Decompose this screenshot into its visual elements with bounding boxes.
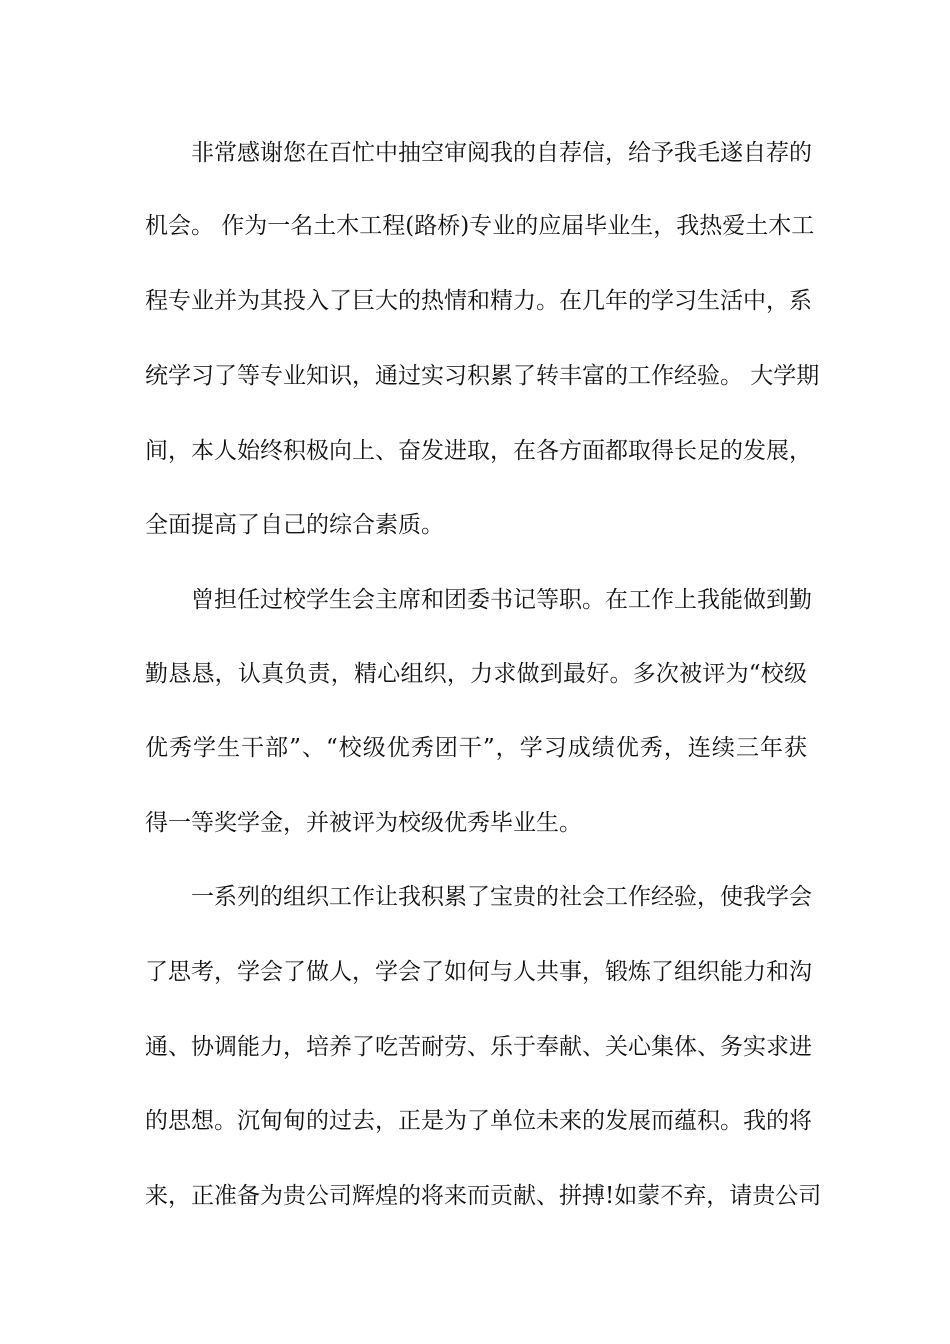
paragraph-2-line-3: 优秀学生干部”、“校级优秀团干”，学习成绩优秀，连续三年获 — [145, 735, 807, 761]
paragraph-2-line-1: 曾担任过校学生会主席和团委书记等职。在工作上我能做到勤 — [191, 587, 812, 613]
paragraph-3-line-5: 来，正准备为贵公司辉煌的将来而贡献、拼搏!如蒙不弃，请贵公司 — [145, 1183, 822, 1209]
paragraph-1-line-3: 程专业并为其投入了巨大的热情和精力。在几年的学习生活中，系 — [145, 288, 812, 314]
paragraph-1-line-5: 间，本人始终积极向上、奋发进取，在各方面都取得长足的发展， — [145, 438, 812, 464]
paragraph-1-line-6: 全面提高了自己的综合素质。 — [145, 512, 444, 538]
paragraph-3-line-4: 的思想。沉甸甸的过去，正是为了单位未来的发展而蕴积。我的将 — [145, 1108, 812, 1134]
paragraph-3-line-3: 通、协调能力，培养了吃苦耐劳、乐于奉献、关心集体、务实求进 — [145, 1034, 812, 1060]
paragraph-1-line-1: 非常感谢您在百忙中抽空审阅我的自荐信，给予我毛遂自荐的 — [191, 140, 812, 166]
paragraph-2-line-4: 得一等奖学金，并被评为校级优秀毕业生。 — [145, 810, 582, 836]
paragraph-1-line-4: 统学习了等专业知识，通过实习积累了转丰富的工作经验。 大学期 — [145, 363, 820, 389]
paragraph-1-line-2: 机会。 作为一名土木工程(路桥)专业的应届毕业生，我热爱土木工 — [145, 213, 815, 239]
paragraph-2-line-2: 勤恳恳，认真负责，精心组织，力求做到最好。多次被评为“校级 — [145, 661, 807, 687]
paragraph-3-line-2: 了思考，学会了做人，学会了如何与人共事，锻炼了组织能力和沟 — [145, 959, 812, 985]
paragraph-3-line-1: 一系列的组织工作让我积累了宝贵的社会工作经验，使我学会 — [191, 884, 812, 910]
